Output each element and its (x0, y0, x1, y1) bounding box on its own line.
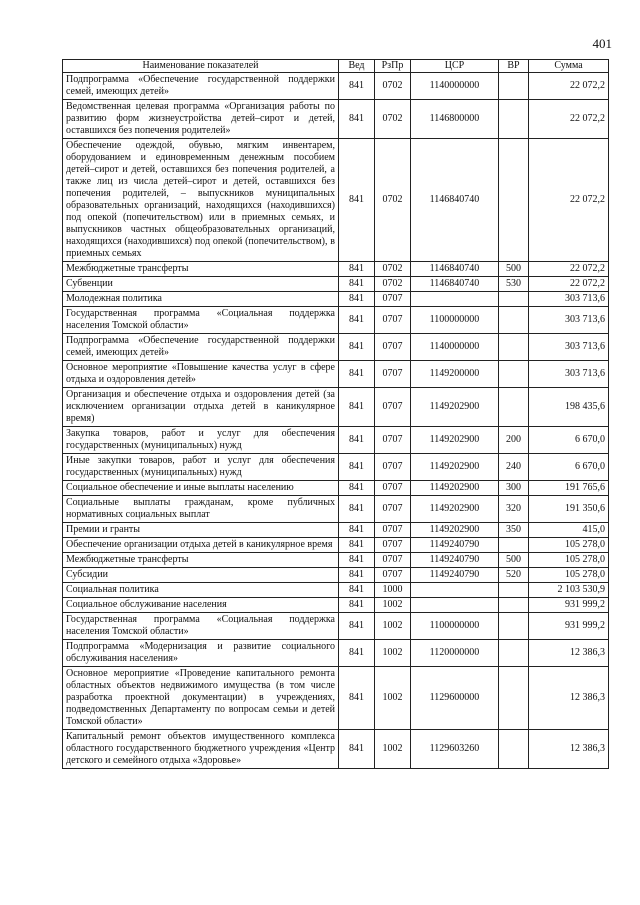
row-sum: 22 072,2 (529, 100, 609, 139)
row-csr (411, 583, 499, 598)
row-sum: 931 999,2 (529, 598, 609, 613)
table-row (63, 667, 609, 730)
row-name: Закупка товаров, работ и услуг для обеспечения государственных (муниципальных) нужд (63, 427, 339, 454)
row-rzpr: 1002 (375, 730, 411, 769)
row-vr (499, 667, 529, 730)
row-csr: 1146840740 (411, 262, 499, 277)
row-name: Молодежная политика (63, 292, 339, 307)
row-name: Социальное обеспечение и иные выплаты населению (63, 481, 339, 496)
table-row (63, 292, 609, 307)
table-row (63, 388, 609, 427)
row-ved: 841 (339, 553, 375, 568)
row-rzpr: 0707 (375, 481, 411, 496)
table-row (63, 334, 609, 361)
row-name: Социальное обслуживание населения (63, 598, 339, 613)
row-ved: 841 (339, 388, 375, 427)
table-row (63, 277, 609, 292)
row-sum: 105 278,0 (529, 553, 609, 568)
row-ved: 841 (339, 100, 375, 139)
row-vr (499, 292, 529, 307)
row-vr: 500 (499, 262, 529, 277)
table-row (63, 262, 609, 277)
row-rzpr: 0707 (375, 523, 411, 538)
row-csr (411, 598, 499, 613)
row-vr (499, 730, 529, 769)
row-ved: 841 (339, 481, 375, 496)
row-csr: 1149240790 (411, 538, 499, 553)
row-ved: 841 (339, 523, 375, 538)
row-sum: 22 072,2 (529, 139, 609, 262)
table-row (63, 496, 609, 523)
table-row (63, 538, 609, 553)
row-vr (499, 640, 529, 667)
header-sum: Сумма (529, 60, 609, 73)
row-csr: 1149202900 (411, 454, 499, 481)
row-sum: 303 713,6 (529, 307, 609, 334)
table-row (63, 100, 609, 139)
row-ved: 841 (339, 568, 375, 583)
row-sum: 191 765,6 (529, 481, 609, 496)
row-sum: 191 350,6 (529, 496, 609, 523)
row-name: Организация и обеспечение отдыха и оздоровления детей (за исключением организации отдыха детей в каникулярное время) (63, 388, 339, 427)
row-name: Социальная политика (63, 583, 339, 598)
row-sum: 198 435,6 (529, 388, 609, 427)
row-rzpr: 1002 (375, 640, 411, 667)
row-name: Межбюджетные трансферты (63, 553, 339, 568)
row-rzpr: 0702 (375, 73, 411, 100)
row-name: Субсидии (63, 568, 339, 583)
row-sum: 303 713,6 (529, 361, 609, 388)
row-csr: 1149202900 (411, 388, 499, 427)
row-sum: 12 386,3 (529, 640, 609, 667)
row-ved: 841 (339, 139, 375, 262)
row-vr: 200 (499, 427, 529, 454)
row-rzpr: 0707 (375, 427, 411, 454)
row-ved: 841 (339, 277, 375, 292)
row-name: Подпрограмма «Модернизация и развитие социального обслуживания населения» (63, 640, 339, 667)
row-name: Основное мероприятие «Проведение капитального ремонта областных объектов недвижимого имущества (в том числе разработка проектной документации) в учреждениях, подведомственных Департаменту по вопросам семьи и детей Томской области» (63, 667, 339, 730)
row-sum: 303 713,6 (529, 292, 609, 307)
row-csr: 1149202900 (411, 481, 499, 496)
budget-table (62, 59, 609, 769)
row-ved: 841 (339, 427, 375, 454)
row-vr (499, 583, 529, 598)
row-vr: 500 (499, 553, 529, 568)
row-rzpr: 0707 (375, 334, 411, 361)
row-name: Государственная программа «Социальная поддержка населения Томской области» (63, 613, 339, 640)
row-rzpr: 0707 (375, 454, 411, 481)
row-ved: 841 (339, 334, 375, 361)
table-row (63, 523, 609, 538)
row-sum: 22 072,2 (529, 277, 609, 292)
row-name: Социальные выплаты гражданам, кроме публичных нормативных социальных выплат (63, 496, 339, 523)
header-vr: ВР (499, 60, 529, 73)
table-row (63, 481, 609, 496)
row-rzpr: 0707 (375, 538, 411, 553)
row-vr (499, 613, 529, 640)
row-name: Премии и гранты (63, 523, 339, 538)
row-csr: 1100000000 (411, 613, 499, 640)
row-ved: 841 (339, 292, 375, 307)
row-sum: 6 670,0 (529, 427, 609, 454)
row-csr: 1149240790 (411, 568, 499, 583)
row-csr: 1146840740 (411, 139, 499, 262)
table-header-row (63, 60, 609, 73)
row-ved: 841 (339, 730, 375, 769)
row-csr: 1129603260 (411, 730, 499, 769)
row-csr: 1140000000 (411, 73, 499, 100)
row-vr: 320 (499, 496, 529, 523)
table-row (63, 427, 609, 454)
row-ved: 841 (339, 598, 375, 613)
row-name: Иные закупки товаров, работ и услуг для обеспечения государственных (муниципальных) нужд (63, 454, 339, 481)
row-rzpr: 0707 (375, 361, 411, 388)
row-sum: 105 278,0 (529, 538, 609, 553)
row-sum: 415,0 (529, 523, 609, 538)
row-vr (499, 361, 529, 388)
table-row (63, 613, 609, 640)
row-sum: 6 670,0 (529, 454, 609, 481)
row-ved: 841 (339, 667, 375, 730)
row-rzpr: 0707 (375, 496, 411, 523)
row-sum: 2 103 530,9 (529, 583, 609, 598)
row-vr (499, 388, 529, 427)
row-rzpr: 1002 (375, 667, 411, 730)
table-body (63, 73, 609, 769)
row-sum: 22 072,2 (529, 262, 609, 277)
row-rzpr: 0707 (375, 568, 411, 583)
row-sum: 931 999,2 (529, 613, 609, 640)
row-csr: 1146840740 (411, 277, 499, 292)
row-ved: 841 (339, 73, 375, 100)
row-name: Капитальный ремонт объектов имущественного комплекса областного государственного бюджетного учреждения «Центр детского и семейного отдыха «Здоровье» (63, 730, 339, 769)
row-vr (499, 598, 529, 613)
row-vr (499, 73, 529, 100)
row-ved: 841 (339, 640, 375, 667)
row-csr: 1100000000 (411, 307, 499, 334)
row-sum: 105 278,0 (529, 568, 609, 583)
row-ved: 841 (339, 538, 375, 553)
row-name: Субвенции (63, 277, 339, 292)
row-rzpr: 0702 (375, 100, 411, 139)
table-row (63, 553, 609, 568)
header-csr: ЦСР (411, 60, 499, 73)
row-ved: 841 (339, 583, 375, 598)
row-csr: 1120000000 (411, 640, 499, 667)
row-csr: 1146800000 (411, 100, 499, 139)
row-ved: 841 (339, 454, 375, 481)
row-rzpr: 1000 (375, 583, 411, 598)
row-name: Обеспечение организации отдыха детей в каникулярное время (63, 538, 339, 553)
row-vr: 240 (499, 454, 529, 481)
row-rzpr: 0702 (375, 262, 411, 277)
row-name: Государственная программа «Социальная поддержка населения Томской области» (63, 307, 339, 334)
row-name: Ведомственная целевая программа «Организация работы по развитию форм жизнеустройства детей–сирот и детей, оставшихся без попечения родителей» (63, 100, 339, 139)
row-vr: 350 (499, 523, 529, 538)
row-csr: 1149202900 (411, 496, 499, 523)
header-rzpr: РзПр (375, 60, 411, 73)
row-csr: 1140000000 (411, 334, 499, 361)
row-name: Основное мероприятие «Повышение качества услуг в сфере отдыха и оздоровления детей» (63, 361, 339, 388)
table-row (63, 568, 609, 583)
row-rzpr: 0707 (375, 388, 411, 427)
row-name: Обеспечение одеждой, обувью, мягким инвентарем, оборудованием и единовременным денежным пособием детей–сирот и детей, оставшихся без попечения родителей, а также лиц из числа детей–сирот и детей, оставшихся без попечения родителей, – выпускников муниципальных образовательных организаций, находящихся (находившихся) под опекой (попечительством) или в приемных семьях, и выпускников частных общеобразовательных организаций, находящихся (находившихся) под опекой (попечительством), в приемных семьях (63, 139, 339, 262)
row-ved: 841 (339, 361, 375, 388)
row-rzpr: 0707 (375, 553, 411, 568)
row-csr: 1149202900 (411, 427, 499, 454)
table-row (63, 139, 609, 262)
row-ved: 841 (339, 613, 375, 640)
row-name: Межбюджетные трансферты (63, 262, 339, 277)
row-sum: 303 713,6 (529, 334, 609, 361)
row-vr: 300 (499, 481, 529, 496)
header-ved: Вед (339, 60, 375, 73)
row-rzpr: 0702 (375, 277, 411, 292)
row-vr: 520 (499, 568, 529, 583)
row-rzpr: 1002 (375, 598, 411, 613)
row-csr: 1149240790 (411, 553, 499, 568)
table-row (63, 730, 609, 769)
row-vr (499, 100, 529, 139)
row-sum: 12 386,3 (529, 667, 609, 730)
row-sum: 12 386,3 (529, 730, 609, 769)
page-number: 401 (592, 36, 612, 51)
table-row (63, 454, 609, 481)
row-ved: 841 (339, 307, 375, 334)
row-csr (411, 292, 499, 307)
row-name: Подпрограмма «Обеспечение государственной поддержки семей, имеющих детей» (63, 73, 339, 100)
table-row (63, 583, 609, 598)
row-rzpr: 0707 (375, 307, 411, 334)
table-row (63, 361, 609, 388)
row-vr (499, 139, 529, 262)
table-row (63, 598, 609, 613)
row-csr: 1149202900 (411, 523, 499, 538)
row-rzpr: 0702 (375, 139, 411, 262)
row-rzpr: 0707 (375, 292, 411, 307)
row-sum: 22 072,2 (529, 73, 609, 100)
header-name: Наименование показателей (63, 60, 339, 73)
table-row (63, 307, 609, 334)
row-vr (499, 307, 529, 334)
row-ved: 841 (339, 496, 375, 523)
row-rzpr: 1002 (375, 613, 411, 640)
table-row (63, 640, 609, 667)
row-name: Подпрограмма «Обеспечение государственной поддержки семей, имеющих детей» (63, 334, 339, 361)
row-vr (499, 334, 529, 361)
row-vr: 530 (499, 277, 529, 292)
row-csr: 1149200000 (411, 361, 499, 388)
row-vr (499, 538, 529, 553)
row-csr: 1129600000 (411, 667, 499, 730)
table-row (63, 73, 609, 100)
row-ved: 841 (339, 262, 375, 277)
